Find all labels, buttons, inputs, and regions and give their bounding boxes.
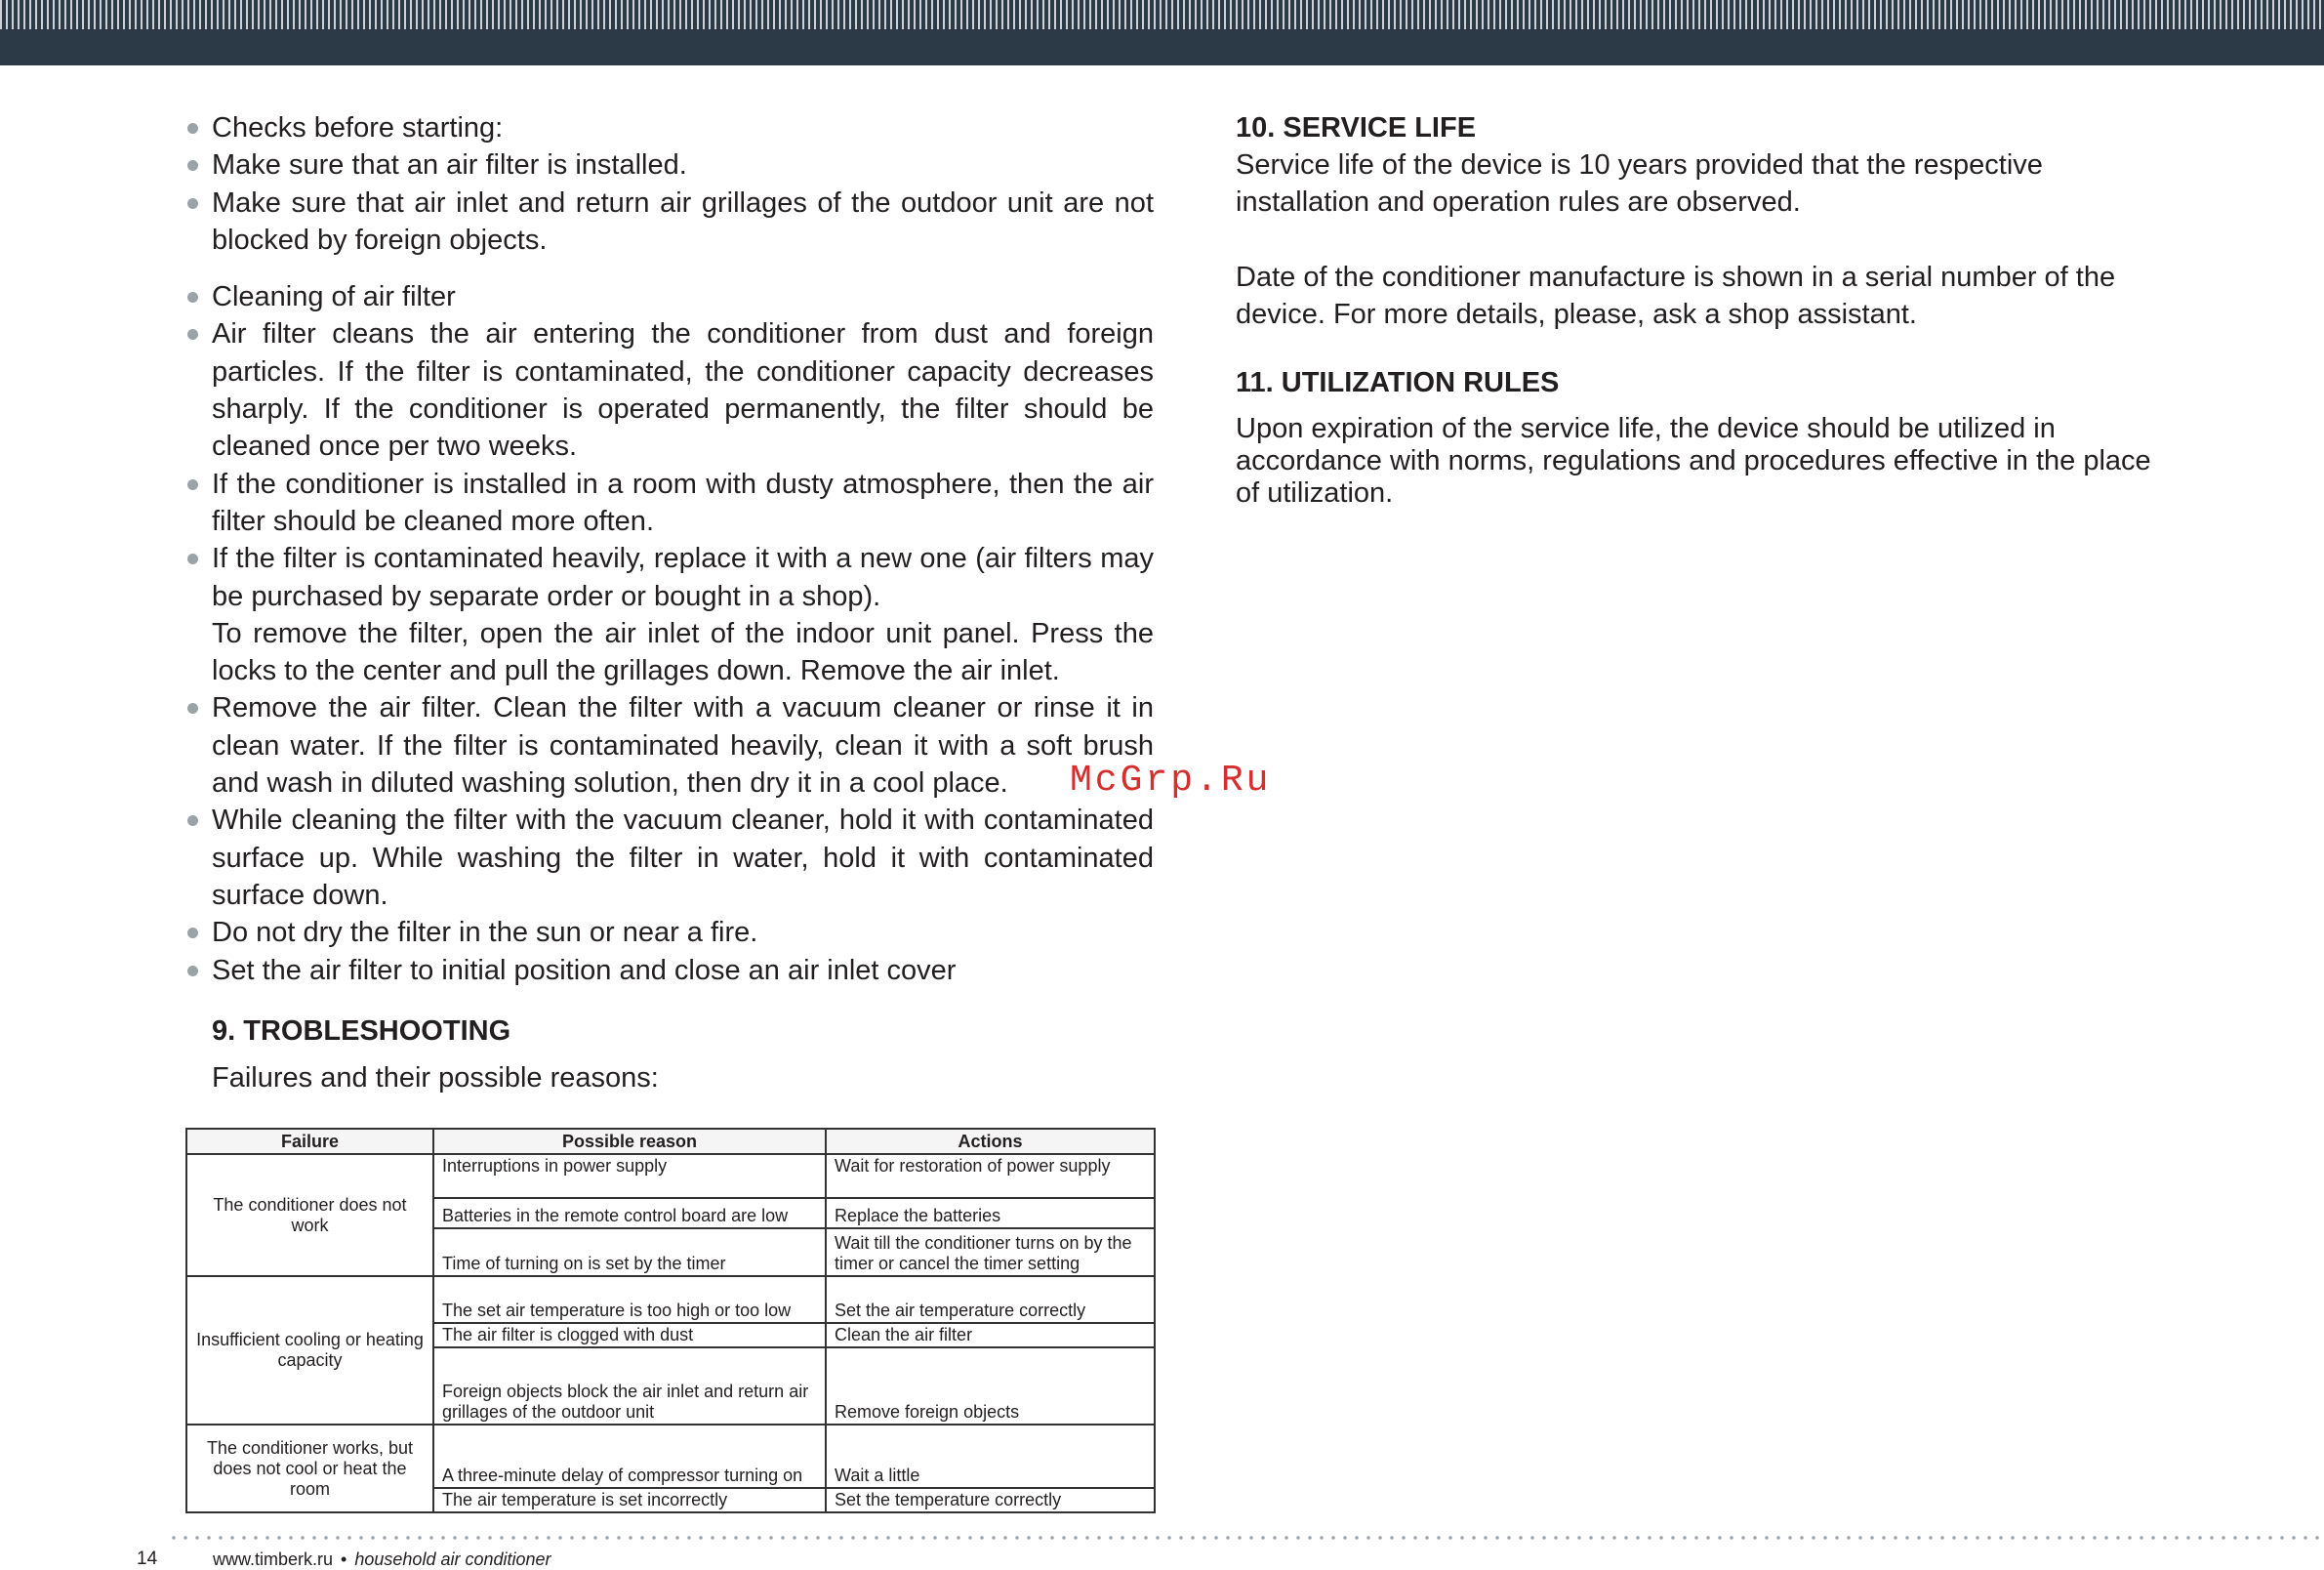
footer-site-link[interactable]: www.timberk.ru bbox=[213, 1549, 334, 1569]
reason-cell: Batteries in the remote control board are low bbox=[433, 1198, 826, 1228]
reason-cell: The air temperature is set incorrectly bbox=[433, 1488, 826, 1512]
action-cell: Set the temperature correctly bbox=[826, 1488, 1155, 1512]
reason-cell: The air filter is clogged with dust bbox=[433, 1323, 826, 1347]
action-cell: Wait a little bbox=[826, 1425, 1155, 1488]
spacer bbox=[185, 259, 1154, 278]
header-bar bbox=[0, 0, 2324, 65]
column-header-failure: Failure bbox=[186, 1129, 433, 1154]
failure-cell: Insufficient cooling or heating capacity bbox=[186, 1276, 433, 1425]
list-item: Make sure that an air filter is installed. bbox=[185, 146, 1154, 184]
list-item: Air filter cleans the air entering the conditioner from dust and foreign particles. If the filter is contaminated, the conditioner capacity decreases sharply. If the conditioner is operated permanently, the filter should be cleaned once per two weeks. bbox=[185, 315, 1154, 465]
cleaning-list bbox=[185, 278, 1154, 989]
failure-cell: The conditioner works, but does not cool or heat the room bbox=[186, 1425, 433, 1512]
table-row bbox=[186, 1154, 1155, 1198]
section-9-title: 9. TROBLESHOOTING bbox=[212, 1014, 511, 1047]
action-cell: Wait till the conditioner turns on by the timer or cancel the timer setting bbox=[826, 1228, 1155, 1276]
section-11-title: 11. UTILIZATION RULES bbox=[1236, 367, 1560, 399]
list-item: Remove the air filter. Clean the filter with a vacuum cleaner or rinse it in clean water. If the filter is contaminated heavily, clean it with a soft brush and wash in diluted washing solution, then dry it in a cool place. bbox=[185, 689, 1154, 802]
section-10-paragraph: Service life of the device is 10 years provided that the respective installation and operation rules are observed. bbox=[1236, 149, 2043, 219]
list-item: Checks before starting: bbox=[185, 109, 1154, 146]
table-header-row bbox=[186, 1129, 1155, 1154]
action-cell: Wait for restoration of power supply bbox=[826, 1154, 1155, 1198]
reason-cell: The set air temperature is too high or too low bbox=[433, 1276, 826, 1323]
page-number: 14 bbox=[137, 1549, 158, 1569]
reason-cell: Interruptions in power supply bbox=[433, 1154, 826, 1198]
list-item: While cleaning the filter with the vacuum cleaner, hold it with contaminated surface up. While washing the filter in water, hold it with contaminated surface down. bbox=[185, 802, 1154, 914]
left-column bbox=[185, 109, 1154, 1096]
table-row bbox=[186, 1425, 1155, 1488]
list-item: To remove the filter, open the air inlet of the indoor unit panel. Press the locks to the center and pull the grillages down. Remove the air inlet. bbox=[212, 617, 1154, 687]
section-10-title: 10. SERVICE LIFE bbox=[1236, 112, 1477, 144]
footer-divider bbox=[168, 1536, 2324, 1540]
section-10-paragraph: Date of the conditioner manufacture is shown in a serial number of the device. For more details, please, ask a shop assistant. bbox=[1236, 261, 2116, 330]
list-item: Cleaning of air filter bbox=[185, 278, 1154, 315]
footer-tagline: household air conditioner bbox=[354, 1549, 551, 1569]
failure-cell: The conditioner does not work bbox=[186, 1154, 433, 1276]
section-9-intro: Failures and their possible reasons: bbox=[212, 1061, 659, 1094]
list-item: Make sure that air inlet and return air grillages of the outdoor unit are not blocked by foreign objects. bbox=[185, 185, 1154, 260]
reason-cell: Time of turning on is set by the timer bbox=[433, 1228, 826, 1276]
column-header-reason: Possible reason bbox=[433, 1129, 826, 1154]
action-cell: Replace the batteries bbox=[826, 1198, 1155, 1228]
list-item: Do not dry the filter in the sun or near a fire. bbox=[185, 914, 1154, 951]
watermark: McGrp.Ru bbox=[1070, 760, 1272, 802]
list-item: Set the air filter to initial position and close an air inlet cover bbox=[185, 952, 1154, 989]
troubleshooting-table bbox=[185, 1128, 1156, 1513]
reason-cell: A three-minute delay of compressor turning on bbox=[433, 1425, 826, 1488]
list-item: If the conditioner is installed in a room with dusty atmosphere, then the air filter should be cleaned more often. bbox=[185, 466, 1154, 541]
reason-cell: Foreign objects block the air inlet and return air grillages of the outdoor unit bbox=[433, 1347, 826, 1425]
checks-list bbox=[185, 109, 1154, 259]
column-header-actions: Actions bbox=[826, 1129, 1155, 1154]
section-11-paragraph: Upon expiration of the service life, the device should be utilized in accordance with norms, regulations and procedures effective in the place of utilization. bbox=[1236, 413, 2151, 510]
right-column bbox=[1236, 109, 2173, 510]
action-cell: Set the air temperature correctly bbox=[826, 1276, 1155, 1323]
table-row bbox=[186, 1276, 1155, 1323]
action-cell: Clean the air filter bbox=[826, 1323, 1155, 1347]
header-stripe-pattern bbox=[0, 0, 2324, 29]
footer-separator: • bbox=[341, 1549, 347, 1569]
action-cell: Remove foreign objects bbox=[826, 1347, 1155, 1425]
list-item: If the filter is contaminated heavily, replace it with a new one (air filters may be purchased by separate order or bought in a shop). bbox=[185, 540, 1154, 615]
